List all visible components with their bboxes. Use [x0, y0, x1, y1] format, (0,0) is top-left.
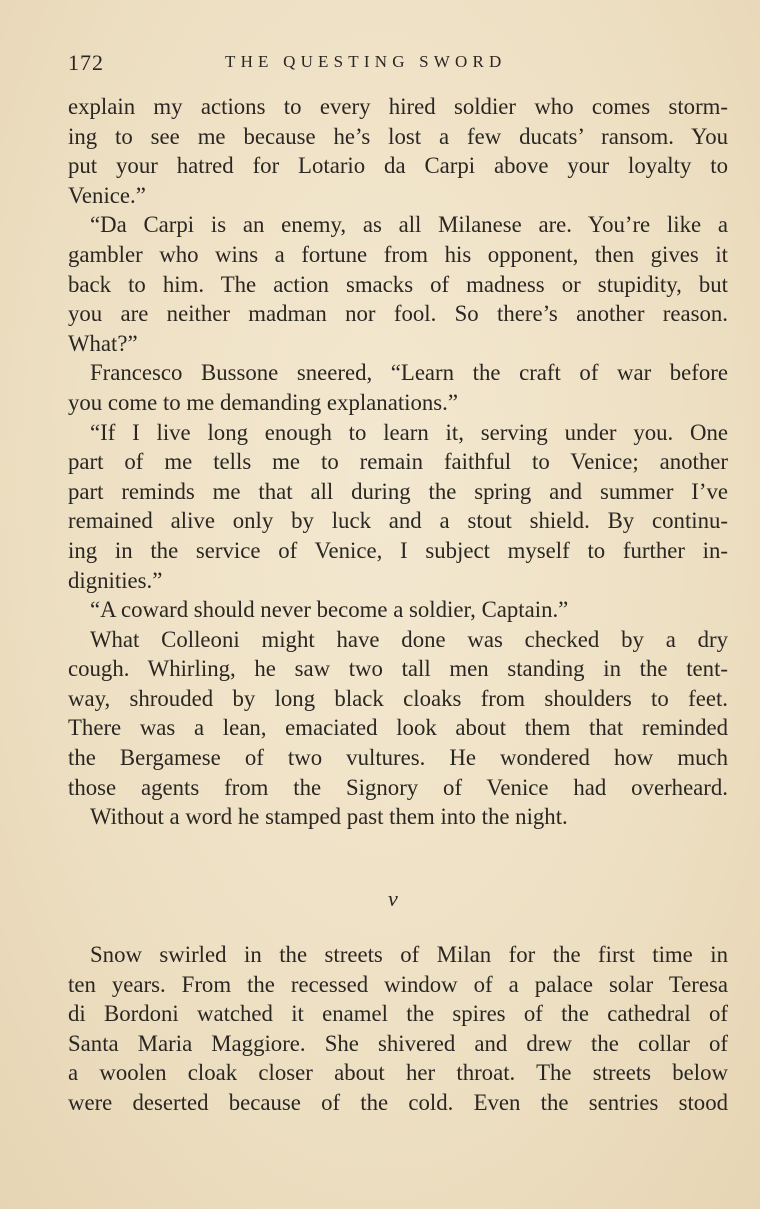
text-line: ing to see me because he’s lost a few ducats’ ransom. You	[68, 123, 728, 149]
text-line: those agents from the Signory of Venice had overheard.	[68, 774, 728, 800]
text-line: di Bordoni watched it enamel the spires of the cathedral of	[68, 1001, 728, 1027]
text-line: a woolen cloak closer about her throat. The streets below	[68, 1060, 728, 1086]
text-line: ten years. From the recessed window of a palace solar Teresa	[68, 971, 728, 997]
text-line: What?”	[68, 330, 138, 356]
text-line: you come to me demanding explanations.”	[68, 389, 458, 415]
text-line: Without a word he stamped past them into the night.	[90, 804, 568, 830]
text-line: cough. Whirling, he saw two tall men standing in the tent-	[68, 656, 728, 682]
text-line: you are neither madman nor fool. So there’s another reason.	[68, 301, 728, 327]
text-line: the Bergamese of two vultures. He wondered how much	[68, 745, 728, 771]
section-mark: v	[388, 886, 398, 911]
text-line: Francesco Bussone sneered, “Learn the craft of war before	[90, 360, 728, 386]
text-line: were deserted because of the cold. Even the sentries stood	[68, 1089, 728, 1115]
text-line: back to him. The action smacks of madness or stupidity, but	[68, 271, 728, 297]
text-line: What Colleoni might have done was checked by a dry	[90, 626, 728, 652]
text-line: gambler who wins a fortune from his opponent, then gives it	[68, 241, 728, 267]
text-line: There was a lean, emaciated look about them that reminded	[68, 715, 728, 741]
text-line: Santa Maria Maggiore. She shivered and drew the collar of	[68, 1030, 728, 1056]
page-number: 172	[68, 50, 104, 75]
text-line: put your hatred for Lotario da Carpi above your loyalty to	[68, 153, 728, 179]
text-line: explain my actions to every hired soldier who comes storm-	[68, 94, 728, 119]
text-line: part of me tells me to remain faithful to Venice; another	[68, 449, 728, 475]
main-text-block	[68, 92, 728, 832]
text-line: “A coward should never become a soldier, Captain.”	[90, 597, 569, 623]
text-line: Snow swirled in the streets of Milan for the first time in	[90, 942, 728, 967]
text-line: Venice.”	[68, 182, 146, 208]
text-line: dignities.”	[68, 567, 163, 593]
text-line: part reminds me that all during the spring and summer I’ve	[68, 478, 728, 504]
text-line: “If I live long enough to learn it, serving under you. One	[90, 419, 728, 445]
section-two-text-block	[68, 940, 728, 1118]
text-line: ing in the service of Venice, I subject myself to further in-	[68, 537, 728, 563]
text-line: “Da Carpi is an enemy, as all Milanese are. You’re like a	[90, 212, 728, 238]
page-header	[68, 50, 728, 80]
text-line: way, shrouded by long black cloaks from shoulders to feet.	[68, 685, 728, 711]
text-line: remained alive only by luck and a stout shield. By continu-	[68, 508, 728, 534]
running-head: THE QUESTING SWORD	[225, 52, 507, 71]
